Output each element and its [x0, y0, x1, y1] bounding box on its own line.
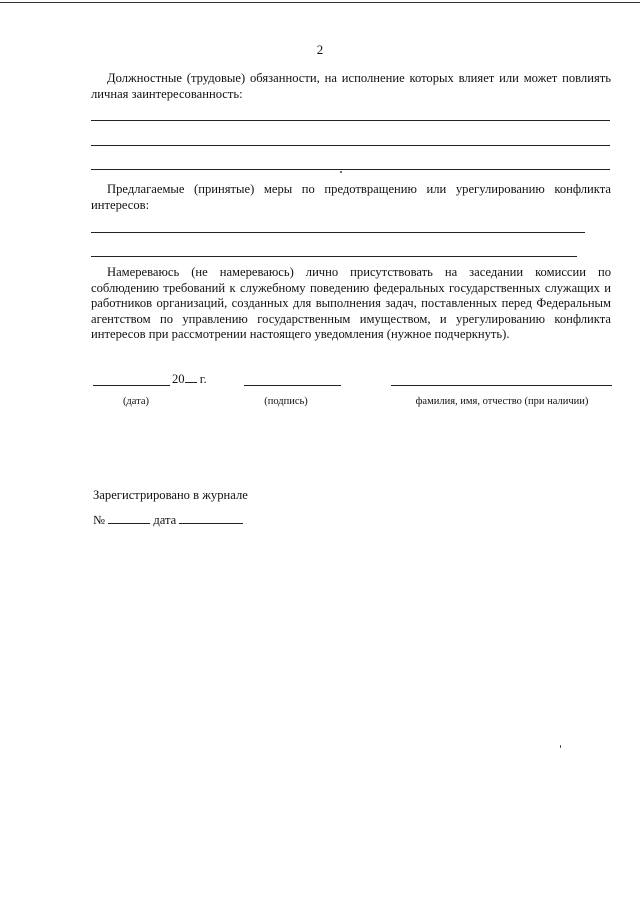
signature-caption: (подпись) [264, 396, 308, 407]
year-prefix: 20 [172, 372, 185, 386]
full-name-blank [391, 385, 612, 386]
registration-number-label: № [93, 513, 106, 527]
registration-line [93, 512, 243, 528]
registration-number-blank [108, 512, 150, 524]
duties-answer-line-1 [91, 120, 610, 121]
registration-title: Зарегистрировано в журнале [93, 488, 248, 502]
duties-answer-line-3 [91, 169, 610, 170]
duties-paragraph: Должностные (трудовые) обязанности, на исполнение которых влияет или может повлиять личная заинтересованность: [91, 71, 611, 101]
measures-answer-line-1 [91, 232, 585, 233]
year-suffix: г. [199, 372, 207, 386]
full-name-caption: фамилия, имя, отчество (при наличии) [415, 396, 589, 407]
date-caption: (дата) [122, 396, 150, 407]
duties-answer-line-2 [91, 145, 610, 146]
top-border-line [0, 2, 640, 3]
intent-paragraph: Намереваюсь (не намереваюсь) лично присутствовать на заседании комиссии по соблюдению требований к служебному поведению федеральных государственных служащих и работников организаций, созданных для выполнения задач, поставленных перед Федеральным агентством по управлению государственным имуществом, и урегулированию конфликта интересов при рассмотрении настоящего уведомления (нужное подчеркнуть). [91, 265, 611, 341]
measures-answer-line-2 [91, 256, 577, 257]
year-field [172, 371, 207, 387]
measures-paragraph: Предлагаемые (принятые) меры по предотвращению или урегулированию конфликта интересов: [91, 182, 611, 212]
scan-speck [340, 171, 342, 173]
signature-blank [244, 385, 341, 386]
date-blank [93, 385, 170, 386]
page-number: 2 [316, 42, 324, 57]
year-blank [185, 371, 197, 383]
registration-date-blank [179, 512, 243, 524]
registration-date-label: дата [153, 513, 177, 527]
scan-speck [560, 745, 561, 748]
